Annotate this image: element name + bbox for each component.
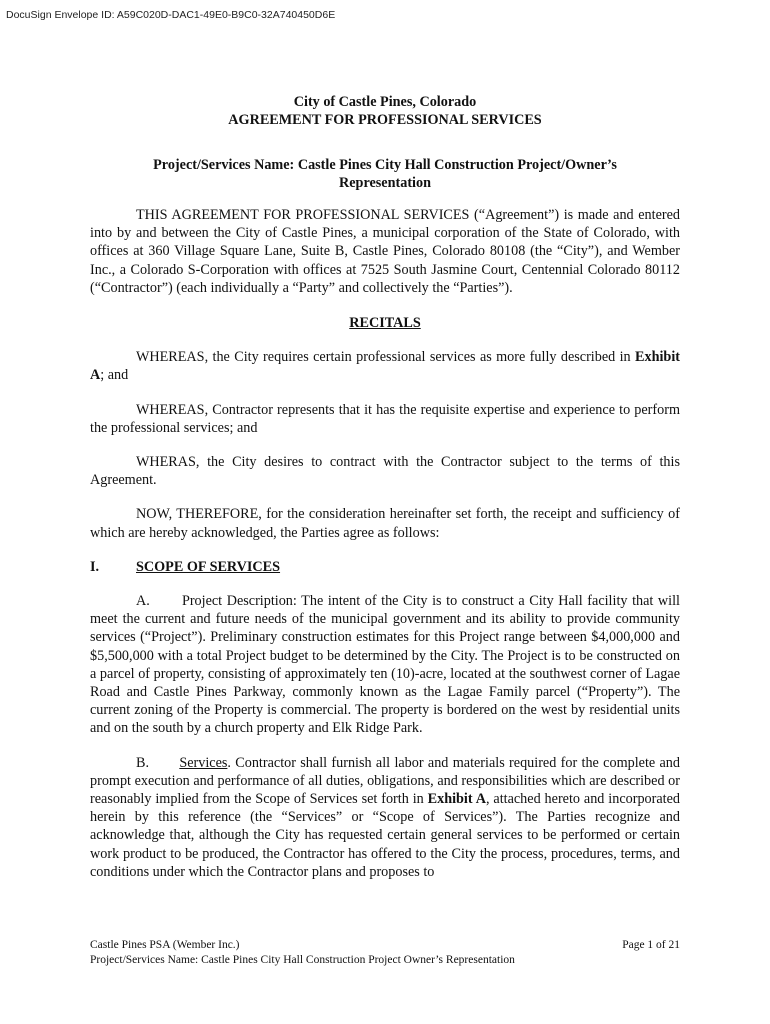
- document-page: [90, 94, 680, 881]
- agreement-title: AGREEMENT FOR PROFESSIONAL SERVICES: [228, 111, 542, 128]
- section-1b-text-1: . Contractor shall furnish all labor and materials required for the complete and prompt execution and performance of all duties, obligations, and responsibilities which are described or reasonably implied from the Scope of Services set forth in: [90, 754, 680, 808]
- project-name-heading: [90, 157, 680, 192]
- page-footer: [90, 938, 680, 968]
- section-1-title: SCOPE OF SERVICES: [136, 558, 281, 575]
- recital-1-end: ; and: [100, 367, 129, 384]
- title-block: [90, 94, 680, 129]
- project-name-line2: Representation: [339, 174, 431, 191]
- recital-4: NOW, THEREFORE, for the consideration hereinafter set forth, the receipt and sufficiency of which are hereby acknowledged, the Parties agree as follows:: [90, 506, 680, 541]
- recital-3: WHERAS, the City desires to contract with the Contractor subject to the terms of this Agreement.: [90, 454, 680, 489]
- recital-2: WHEREAS, Contractor represents that it has the requisite expertise and experience to perform the professional services; and: [90, 401, 680, 436]
- footer-project-name: Project/Services Name: Castle Pines City Hall Construction Project Owner’s Representation: [90, 954, 515, 966]
- section-1b-text-2: , attached hereto and incorporated herein by this reference (the “Services” or “Scope of Services”). The Parties recognize and acknowledge that, although the City has requested certain general services to be performed or certain work product to be produced, the Contractor has offered to the City the process, procedures, terms, and conditions under which the Contractor plans and proposes to: [90, 791, 680, 880]
- recital-1: [90, 348, 680, 384]
- section-1b-title: Services: [179, 754, 228, 771]
- section-1b-paragraph: [90, 754, 680, 881]
- section-1a-paragraph: [90, 592, 680, 738]
- docusign-envelope-id: DocuSign Envelope ID: A59C020D-DAC1-49E0-B9C0-32A740450D6E: [6, 9, 336, 21]
- exhibit-a-reference-2: Exhibit A: [427, 791, 486, 808]
- section-1b-label: B.: [136, 754, 150, 771]
- exhibit-a-reference: Exhibit A: [90, 349, 680, 384]
- project-name-line1: Project/Services Name: Castle Pines City Hall Construction Project/Owner’s: [153, 157, 617, 173]
- section-1a-label: A.: [136, 593, 150, 610]
- footer-page-number: Page 1 of 21: [622, 939, 680, 951]
- city-heading: City of Castle Pines, Colorado: [293, 94, 477, 110]
- section-1a-text: Project Description: The intent of the City is to construct a City Hall facility that will meet the current and future needs of the municipal government and its ability to provide community services (“Project”). Preliminary construction estimates for this Project range between $4,000,000 and $5,500,000 with a total Project budget to be determined by the City. The Project is to be constructed on a parcel of property, consisting of approximately ten (10)-acre, located at the southwest corner of Lagae Road and Castle Pines Parkway, commonly known as the Lagae Family parcel (“Property”). The current zoning of the Property is commercial. The property is bordered on the west by residential units and on the south by a church property and Elk Ridge Park.: [90, 593, 681, 737]
- recital-1-text: WHEREAS, the City requires certain professional services as more fully described in: [136, 349, 636, 366]
- section-1-number: I.: [90, 558, 100, 575]
- footer-psa-name: Castle Pines PSA (Wember Inc.): [90, 939, 240, 951]
- section-1-heading: [90, 558, 680, 576]
- recitals-heading: RECITALS: [349, 315, 421, 332]
- intro-paragraph: THIS AGREEMENT FOR PROFESSIONAL SERVICES (“Agreement”) is made and entered into by and between the City of Castle Pines, a municipal corporation of the State of Colorado, with offices at 360 Village Square Lane, Suite B, Castle Pines, Colorado 80108 (the “City”), and Wember Inc., a Colorado S-Corporation with offices at 7525 South Jasmine Court, Centennial Colorado 80112 (“Contractor”) (each individually a “Party” and collectively the “Parties”).: [90, 207, 680, 296]
